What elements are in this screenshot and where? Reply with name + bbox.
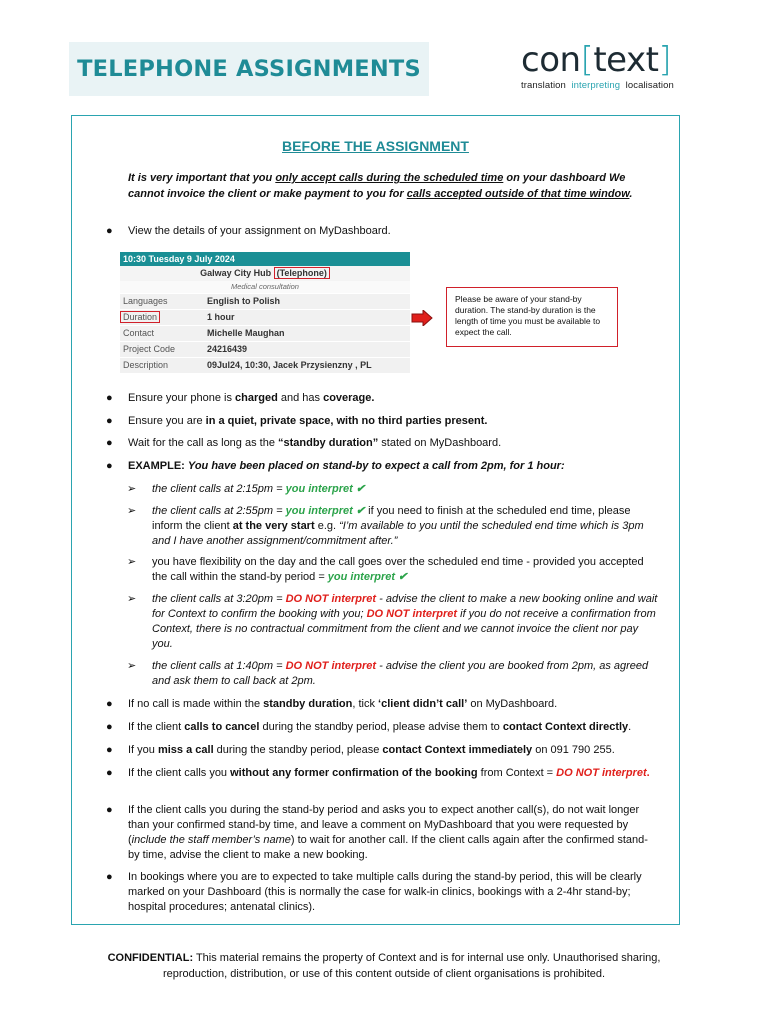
dashboard-row: Description 09Jul24, 10:30, Jacek Przysienzny , PL bbox=[120, 357, 410, 373]
bullet-no-call: ● If no call is made within the standby duration, tick ‘client didn’t call’ on MyDashboard. bbox=[106, 698, 558, 710]
logo-wordmark: con[text] bbox=[521, 40, 672, 80]
content-frame bbox=[71, 115, 680, 925]
sub-215: ➢ the client calls at 2:15pm = you interpret ✔ bbox=[127, 483, 366, 495]
sub-255: ➢ the client calls at 2:55pm = you interpret ✔ if you need to finish at the scheduled end time, please inform the client at the very start e.g. “I’m available to you until the scheduled end time which is 3pm and I have another assignment/commitment after.” bbox=[127, 505, 644, 547]
section-heading: BEFORE THE ASSIGNMENT bbox=[282, 138, 469, 154]
bullet-no-confirmation: ● If the client calls you without any former confirmation of the booking from Context = DO NOT interpret. bbox=[106, 767, 650, 779]
page-title: TELEPHONE ASSIGNMENTS bbox=[77, 56, 421, 82]
sub-320: ➢ the client calls at 3:20pm = DO NOT interpret - advise the client to make a new booking online and wait for Context to confirm the booking with you; DO NOT interpret if you do not receive a confirmation from Context, there is no contractual commitment from the client and we cannot invoice the client nor pay you. bbox=[127, 593, 658, 650]
bullet-cancel: ● If the client calls to cancel during the standby period, please advise them to contact Context directly. bbox=[106, 721, 632, 733]
dashboard-row: Contact Michelle Maughan bbox=[120, 325, 410, 341]
bullet-wait: ● Wait for the call as long as the “standby duration” stated on MyDashboard. bbox=[106, 437, 502, 449]
dashboard-row: Duration 1 hour bbox=[120, 309, 410, 325]
title-banner bbox=[69, 42, 429, 96]
confidential-footer: CONFIDENTIAL: This material remains the property of Context and is for internal use only. Unauthorised sharing, reproduction, distribution, or use of this content outside of client organisations is prohibited. bbox=[107, 952, 661, 980]
bullet-missed-call: ● If you miss a call during the standby period, please contact Context immediately on 091 790 255. bbox=[106, 744, 615, 756]
dashboard-type: Medical consultation bbox=[120, 281, 410, 293]
duration-highlight: Duration bbox=[120, 311, 160, 323]
dashboard-screenshot bbox=[120, 252, 410, 372]
dashboard-header: 10:30 Tuesday 9 July 2024 bbox=[120, 252, 410, 266]
bullet-phone: ● Ensure your phone is charged and has coverage. bbox=[106, 392, 375, 404]
dashboard-row: Languages English to Polish bbox=[120, 293, 410, 309]
standby-note: Please be aware of your stand-by duration. The stand-by duration is the length of time you must be available to expect the call. bbox=[446, 287, 618, 347]
sub-140: ➢ the client calls at 1:40pm = DO NOT interpret - advise the client you are booked from 2pm, as agreed and ask them to call back at 2pm. bbox=[127, 660, 649, 687]
dashboard-location: Galway City Hub (Telephone) bbox=[120, 266, 410, 281]
logo-tagline: translation interpreting localisation bbox=[521, 80, 674, 91]
bullet-example: ● EXAMPLE: You have been placed on stand-by to expect a call from 2pm, for 1 hour: bbox=[106, 460, 565, 472]
bullet-view-details: ● View the details of your assignment on MyDashboard. bbox=[106, 225, 391, 237]
dashboard-row: Project Code 24216439 bbox=[120, 341, 410, 357]
bullet-multiple-calls: ● In bookings where you are to expected to take multiple calls during the stand-by period, this will be clearly marked on your Dashboard (this is normally the case for walk-in clinics, bookings with a 2-4hr stand-by; hospital procedures; antenatal clinics). bbox=[106, 871, 642, 913]
bullet-another-call: ● If the client calls you during the stand-by period and asks you to expect another call(s), do not wait longer than your confirmed stand-by time, and leave a comment on MyDashboard that you were requested by (include the staff member’s name) to wait for another call. If the client calls again after the confirmed stand-by time, advise the client to make a new booking. bbox=[106, 804, 648, 861]
intro-paragraph: It is very important that you only accept calls during the scheduled time on your dashboard We cannot invoice the client or make payment to you for calls accepted outside of that time window. bbox=[128, 172, 633, 200]
telephone-highlight: (Telephone) bbox=[274, 267, 330, 279]
context-logo bbox=[521, 38, 681, 91]
sub-flexibility: ➢ you have flexibility on the day and the call goes over the scheduled end time - provided you accepted the call within the stand-by period = you interpret ✔ bbox=[127, 556, 644, 583]
bullet-quiet-space: ● Ensure you are in a quiet, private space, with no third parties present. bbox=[106, 415, 488, 427]
right-arrow-icon bbox=[411, 310, 433, 326]
